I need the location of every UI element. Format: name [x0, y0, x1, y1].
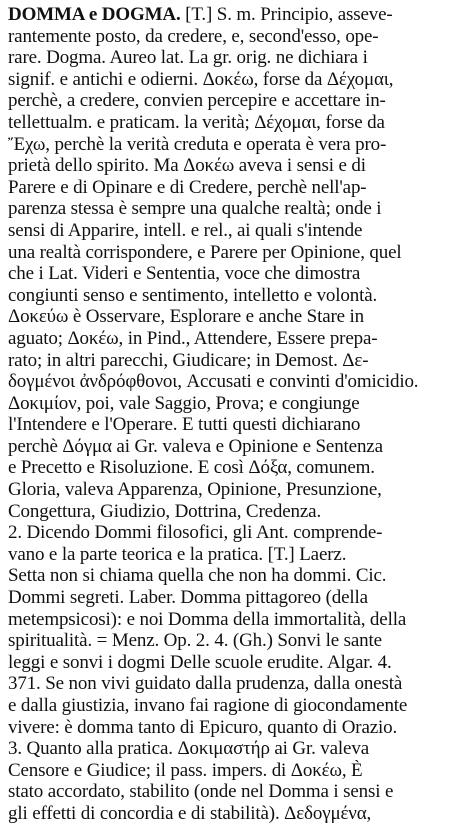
text-line-6: tellettualm. e praticam. la verità; Δέχομαι, forse da — [8, 111, 385, 133]
text-line-25: 2. Dicendo Dommi filosofici, gli Ant. comprende- — [8, 522, 383, 544]
text-line-13: che i Lat. Videri e Sententia, voce che dimostra — [8, 263, 361, 285]
text-line-14: congiunti senso e sentimento, intelletto e volontà. — [8, 284, 378, 306]
text-line-24: Congettura, Giudizio, Dottrina, Credenza. — [8, 500, 322, 522]
text-line-37: stato accordato, stabilito (onde nel Domma i sensi e — [8, 781, 394, 803]
text-line-1 — [8, 4, 468, 26]
text-line-27: Setta non si chiama quella che non ha dommi. Cic. — [8, 565, 387, 587]
text-line-19: Δοκιμίον, poi, vale Saggio, Prova; e congiunge — [8, 392, 360, 414]
text-line-23: Gloria, valeva Apparenza, Opinione, Presunzione, — [8, 479, 382, 501]
text-line-33: e dalla giustizia, invano fai ragione di giocondamente — [8, 695, 408, 716]
text-line-35: 3. Quanto alla pratica. Δοκιμαστήρ ai Gr. valeva — [8, 738, 369, 760]
text-line-20: l'Intendere e l'Operare. E tutti questi dichiarano — [8, 414, 361, 436]
text-line-32: 371. Se non vivi guidato dalla prudenza, dalla onestà — [8, 673, 403, 695]
text-line-36: Censore e Giudice; il pass. impers. di Δοκέω, È — [8, 759, 363, 781]
entry-line-1-text: [T.] S. m. Principio, asseve- — [185, 4, 393, 25]
text-line-38: gli effetti di concordia e di stabilità). Δεδογμένα, — [8, 802, 372, 824]
text-line-34: vivere: è domma tanto di Epicuro, quanto di Orazio. — [8, 716, 398, 738]
text-line-8: prietà dello spirito. Ma Δοκέω aveva i sensi e di — [8, 155, 366, 177]
text-line-26: vano e la parte teorica e la pratica. [T.] Laerz. — [8, 543, 347, 565]
text-line-12: una realtà corrispondere, e Parere per Opinione, quel — [8, 241, 402, 263]
text-line-30: spiritualità. = Menz. Op. 2. 4. (Gh.) Sonvi le sante — [8, 630, 382, 652]
text-line-4: signif. e antichi e odierni. Δοκέω, forse da Δέχομαι, — [8, 68, 394, 90]
text-line-21: perchè Δόγμα ai Gr. valeva e Opinione e Sentenza — [8, 435, 383, 457]
entry-headword: DOMMA e DOGMA. — [8, 4, 181, 25]
text-line-11: sensi di Apparire, intell. e rel., ai quali s'intende — [8, 219, 363, 241]
text-line-31: leggi e sonvi i dogmi Delle scuole erudite. Algar. 4. — [8, 651, 392, 673]
text-line-15: Δοκεύω è Osservare, Esplorare e anche Stare in — [8, 306, 365, 328]
text-line-10: parenza stessa è sempre una qualche realtà; onde i — [8, 198, 382, 220]
text-line-28: Dommi segreti. Laber. Domma pittagoreo (della — [8, 587, 368, 609]
text-line-16: aguato; Δοκέω, in Pind., Attendere, Essere prepa- — [8, 327, 378, 349]
text-line-18: δογμένοι ἀνδρόφθονοι, Accusati e convinti d'omicidio. — [8, 371, 419, 393]
text-line-17: rato; in altri parecchi, Giudicare; in Demost. Δε- — [8, 349, 369, 371]
text-line-3: rare. Dogma. Aureo lat. La gr. orig. ne dichiara i — [8, 47, 368, 69]
text-line-5: perchè, a credere, convien percepire e accettare in- — [8, 90, 386, 112]
text-line-22: e Precetto e Risoluzione. E così Δόξα, comunem. — [8, 457, 375, 479]
text-line-2: rantemente posto, da credere, e, second'esso, ope- — [8, 25, 379, 47]
text-line-7: Ἔχω, perchè la verità creduta e operata è vera pro- — [8, 133, 387, 155]
text-line-9: Parere e di Opinare e di Credere, perchè nell'ap- — [8, 176, 367, 198]
text-line-29: metempsicosi): e noi Domma della immortalità, della — [8, 608, 407, 630]
